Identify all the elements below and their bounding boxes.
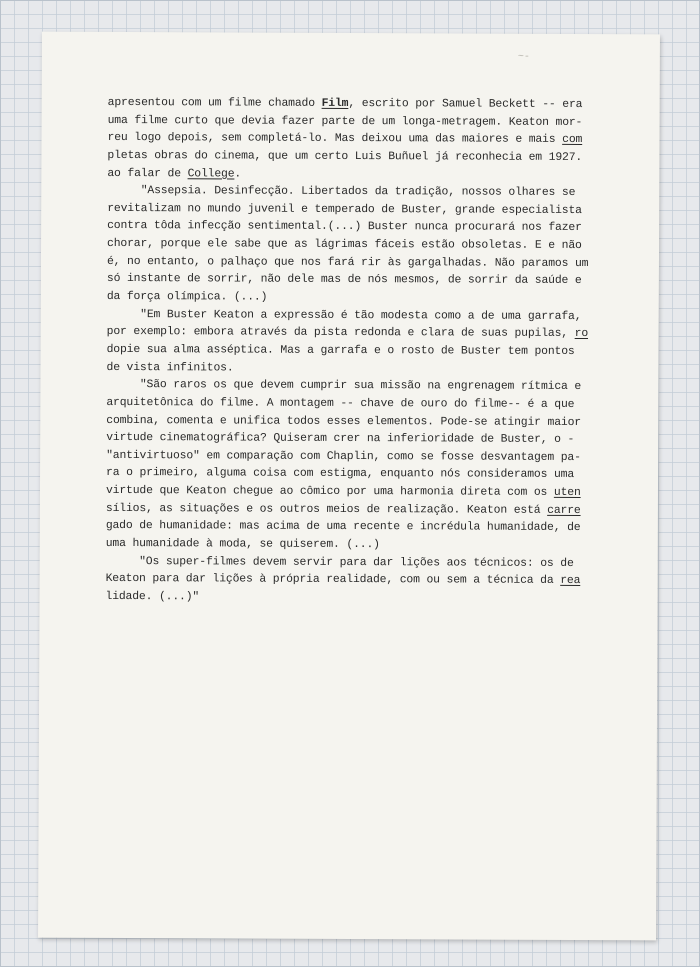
text-line	[107, 236, 647, 256]
text-segment: com	[562, 134, 583, 147]
corner-mark: ~-	[517, 51, 530, 63]
text-line	[106, 448, 646, 468]
text-segment: virtude que Keaton chegue ao cômico por uma harmonia direta com os	[105, 485, 554, 499]
text-line	[106, 395, 646, 415]
text-segment: chorar, porque ele sabe que as lágrimas fáceis estão obsoletas. E e não	[107, 238, 582, 253]
text-segment: .	[234, 168, 242, 181]
text-line	[107, 324, 647, 344]
text-segment: "Assepsia. Desinfecção. Libertados da tradição, nossos olhares se	[107, 185, 576, 200]
text-segment: Keaton para dar lições à própria realidade, com ou sem a técnica da	[105, 573, 561, 588]
text-segment: contra tôda infecção sentimental.(...) Buster nunca procurará nos fazer	[107, 220, 582, 235]
text-line	[107, 289, 647, 309]
text-segment: por exemplo: embora através da pista redonda e clara de suas pupilas,	[106, 326, 575, 341]
text-segment: da força olímpica. (...)	[106, 290, 268, 304]
text-line	[106, 554, 646, 574]
text-line	[106, 483, 646, 503]
text-segment: ra o primeiro, alguma coisa com estigma, enquanto nós consideramos uma	[106, 467, 575, 482]
text-line	[106, 536, 646, 556]
text-line	[106, 501, 646, 521]
text-segment: , escrito por Samuel Beckett -- era	[348, 97, 583, 112]
text-line	[106, 377, 646, 397]
text-segment: Film	[321, 97, 349, 110]
text-segment: sílios, as situações e os outros meios de realização. Keaton está	[105, 502, 548, 517]
text-line	[106, 465, 646, 485]
text-segment: "São raros os que devem cumprir sua missão na engrenagem rítmica e	[106, 379, 582, 394]
text-line	[107, 130, 647, 150]
text-segment: de vista infinitos.	[106, 361, 234, 375]
text-segment: uten	[553, 486, 581, 500]
typewritten-text-block	[105, 95, 647, 609]
text-segment: dopie sua alma asséptica. Mas a garrafa e o rosto de Buster tem pontos	[106, 343, 575, 358]
text-segment: "Os super-filmes devem servir para dar lições aos técnicos: os de	[105, 555, 574, 570]
text-segment: gado de humanidade: mas acima de uma recente e incrédula humanidade, de	[105, 520, 581, 535]
text-line	[106, 430, 646, 450]
text-segment: uma filme curto que devia fazer parte de um longa-metragem. Keaton mor-	[107, 114, 583, 129]
text-line	[107, 148, 647, 168]
text-line	[108, 95, 648, 115]
text-line	[107, 183, 647, 203]
text-segment: carre	[547, 504, 581, 517]
text-segment: revitalizam no mundo juvenil e temperado de Buster, grande especialista	[107, 202, 582, 217]
text-segment: "Em Buster Keaton a expressão é tão modesta como a de uma garrafa,	[106, 308, 582, 323]
text-segment: College	[187, 167, 235, 181]
text-segment: apresentou com um filme chamado	[107, 96, 322, 110]
text-segment: "antivirtuoso" em comparação com Chaplin, como se fosse desvantagem pa-	[106, 449, 581, 464]
text-line	[106, 518, 646, 538]
text-segment: reu logo depois, sem completá-lo. Mas deixou uma das maiores e mais	[107, 132, 563, 147]
text-segment: uma humanidade à moda, se quiserem. (...)	[105, 537, 380, 552]
text-segment: é, no entanto, o palhaço que nos fará rir às gargalhadas. Não paramos um	[106, 255, 589, 270]
typed-page	[38, 32, 660, 941]
text-segment: pletas obras do cinema, que um certo Luis Buñuel já reconhecia em 1927.	[107, 149, 583, 164]
text-line	[105, 589, 645, 609]
text-line	[106, 571, 646, 591]
text-segment: ao falar de	[107, 167, 188, 180]
text-line	[107, 342, 647, 362]
text-segment: arquitetônica do filme. A montagem -- chave de ouro do filme-- é a que	[106, 396, 575, 411]
text-segment: rea	[560, 575, 581, 588]
text-segment: virtude cinematográfica? Quiseram crer na inferioridade de Buster, o -	[106, 432, 575, 447]
text-segment: só instante de sorrir, não dele mas de nós mesmos, de sorrir da saúde e	[106, 273, 582, 288]
text-segment: ro	[574, 328, 589, 341]
text-segment: lidade. (...)"	[105, 590, 200, 604]
text-segment: combina, comenta e unifica todos esses elementos. Pode-se atingir maior	[106, 414, 581, 429]
